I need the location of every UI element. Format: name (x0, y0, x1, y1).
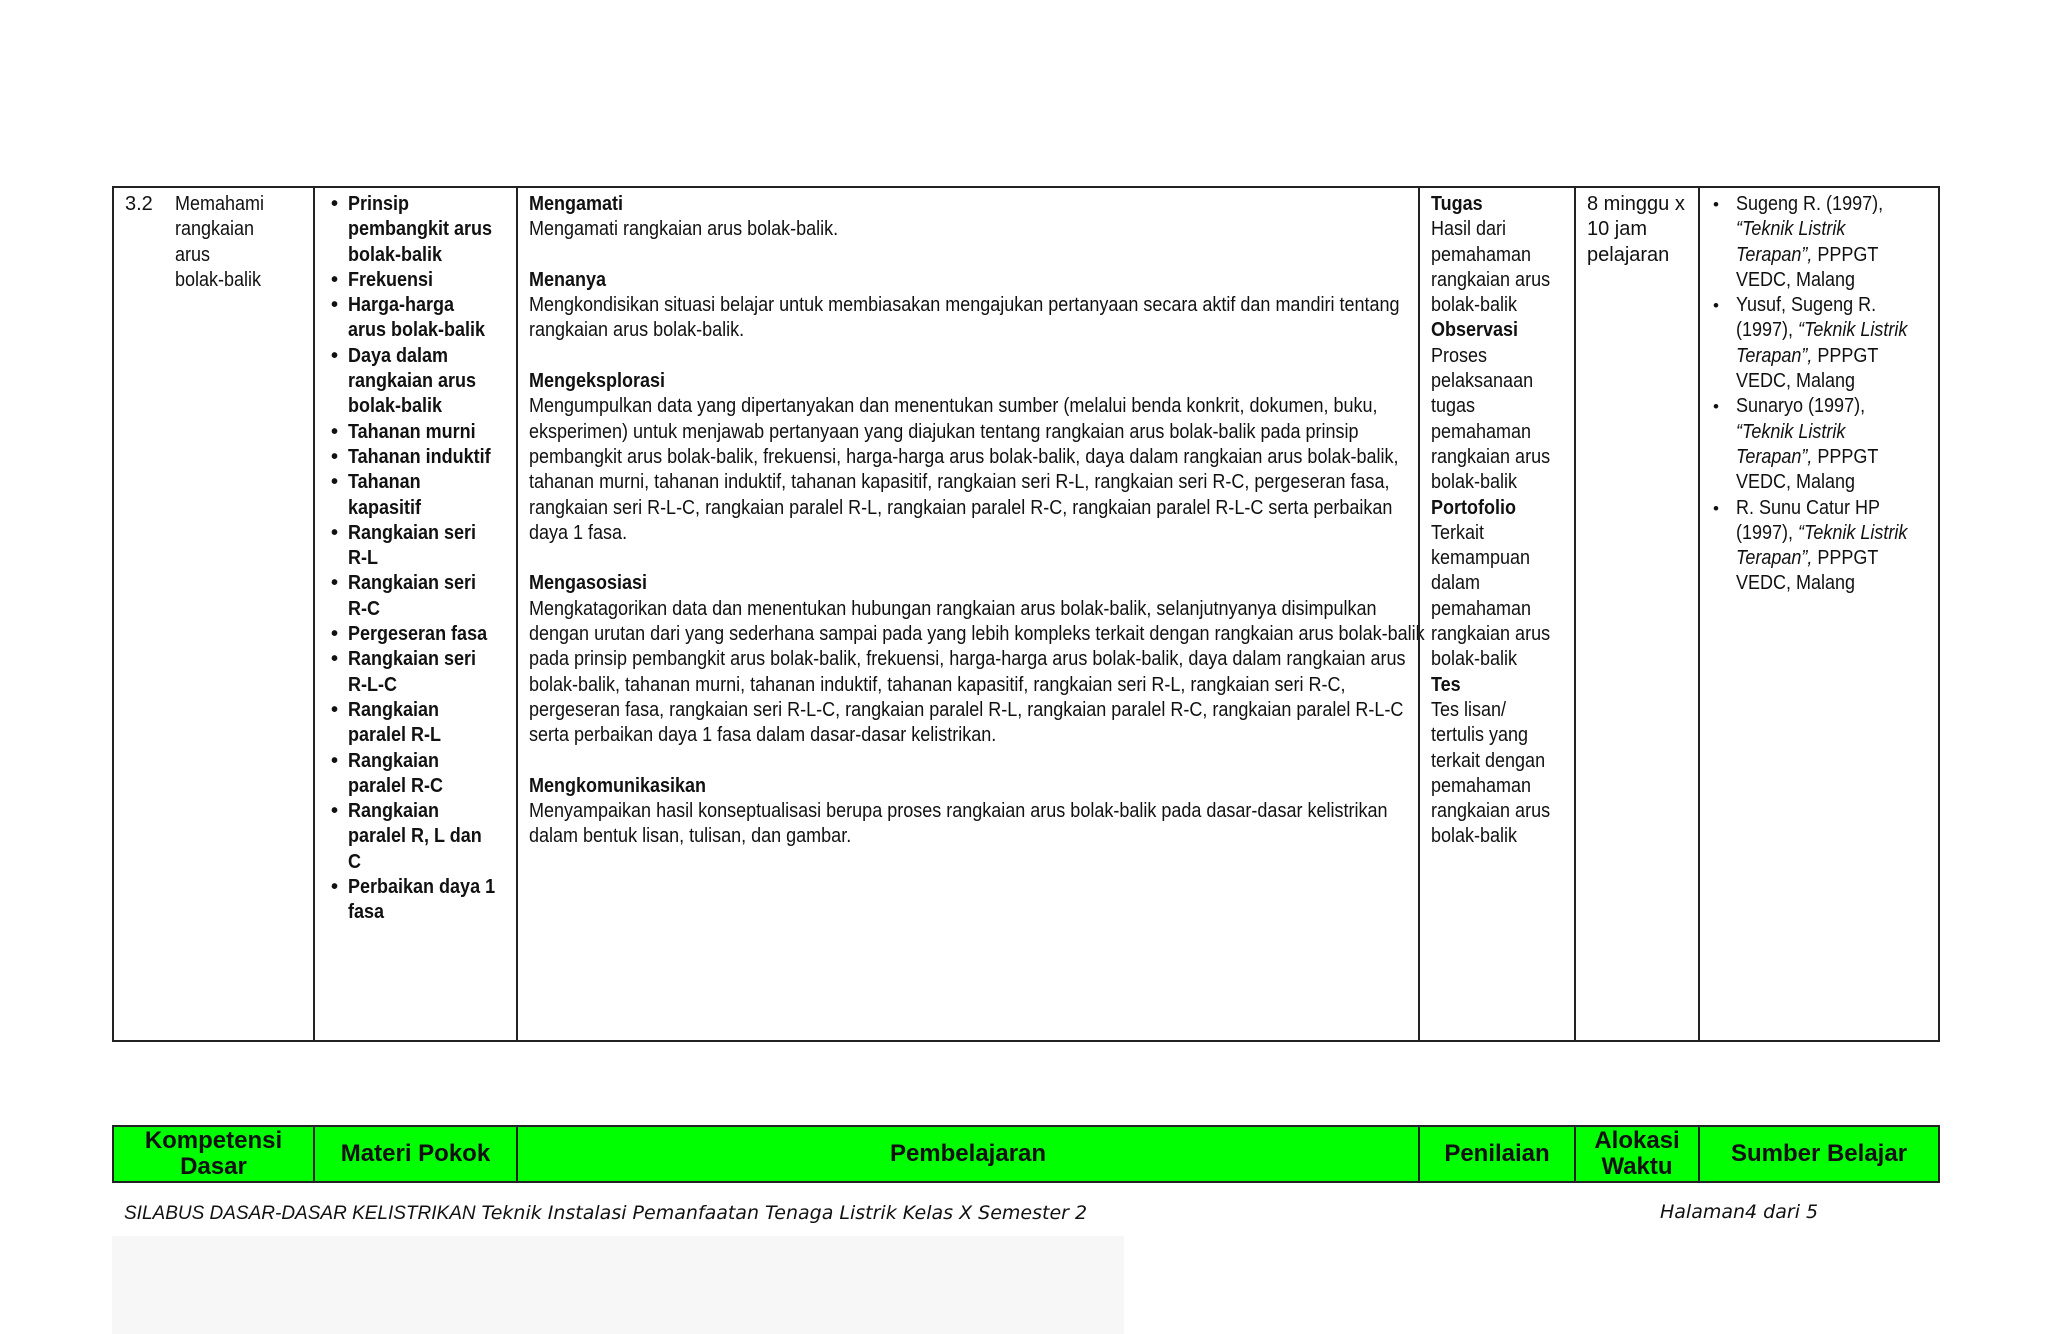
penilaian-heading (1431, 318, 1564, 343)
syllabus-table (112, 186, 1940, 1042)
penilaian-body-text: Proses pelaksanaan tugas pemahaman rangkaian arus bolak-balik (1431, 344, 1551, 494)
footer-title-rest: Teknik Instalasi Pemanfaatan Tenaga Listrik Kelas X Semester 2 (481, 1202, 1088, 1224)
sumber-item (1736, 394, 1930, 495)
materi-item-text: Daya dalam rangkaian arus bolak-balik (348, 344, 477, 418)
materi-item (331, 698, 512, 749)
sumber-publisher: PPPGT VEDC, Malang (1736, 445, 1879, 494)
kompetensi-number: 3.2 (125, 193, 153, 215)
sumber-item (1736, 192, 1930, 293)
activity-heading-text: Menanya (529, 268, 607, 291)
materi-item-text: Prinsip pembangkit arus bolak-balik (348, 193, 493, 266)
penilaian-heading-text: Observasi (1431, 319, 1519, 342)
materi-item (331, 420, 512, 445)
activity-heading (529, 369, 1408, 394)
footer-title-caps: SILABUS DASAR-DASAR KELISTRIKAN (124, 1203, 476, 1224)
activity-heading-text: Mengkomunikasikan (529, 774, 707, 797)
activity-heading (529, 774, 1408, 799)
materi-item-text: Frekuensi (348, 268, 434, 291)
penilaian-cell (1418, 188, 1574, 1040)
sumber-title: “Teknik Listrik Terapan”, (1736, 420, 1846, 468)
materi-item-text: Rangkaian paralel R-L (348, 698, 442, 747)
activity-heading (529, 571, 1408, 596)
sumber-list (1700, 188, 1938, 597)
activity-block (529, 571, 1425, 748)
sumber-title: “Teknik Listrik Terapan”, (1736, 218, 1846, 266)
activity-heading (529, 268, 1408, 293)
activity-body-text: Mengumpulkan data yang dipertanyakan dan menentukan sumber (melalui benda konkrit, dokumen, buku, eksperimen) untuk menjawab pertanyaan yang diajukan tentang rangkaian arus bolak-balik pada prinsip pembangkit arus bolak-balik, frekuensi, harga-harga arus bolak-balik, daya dalam rangkaian arus bolak-balik, tahanan murni, tahanan induktif, tahanan kapasitif, rangkaian seri R-L, rangkaian seri R-C, pergeseran fasa, rangkaian seri R-L-C, rangkaian paralel R-L, rangkaian paralel R-C, rangkaian paralel R-L-C serta perbaikan daya 1 fasa. (529, 395, 1399, 544)
sumber-item (1736, 293, 1930, 394)
materi-item (331, 749, 512, 800)
alokasi-waktu-cell (1574, 188, 1698, 1040)
activity-body (529, 293, 1429, 344)
materi-item-text: Rangkaian seri R-L-C (348, 648, 477, 696)
footer-page-number: Halaman4 dari 5 (1660, 1201, 1819, 1223)
materi-item (331, 344, 512, 420)
materi-list (315, 188, 516, 926)
activity-body-text: Menyampaikan hasil konseptualisasi berupa proses rangkaian arus bolak-balik pada dasar-dasar kelistrikan dalam bentuk lisan, tulisan, dan gambar. (529, 800, 1388, 848)
sumber-publisher: PPPGT VEDC, Malang (1736, 243, 1879, 291)
sumber-citation (1736, 394, 1916, 495)
pembelajaran-cell (516, 188, 1425, 1040)
sumber-title: “Teknik Listrik Terapan”, (1736, 521, 1908, 570)
activity-block (529, 774, 1408, 850)
activity-body-text: Mengkondisikan situasi belajar untuk membiasakan mengajukan pertanyaan secara aktif dan mandiri tentang rangkaian arus bolak-balik. (529, 294, 1400, 342)
sumber-author: Sugeng R. (1997), (1736, 193, 1884, 215)
activity-heading-text: Mengeksplorasi (529, 370, 666, 393)
penilaian-heading-text: Tes (1431, 673, 1461, 696)
activity-heading (529, 192, 1408, 217)
sumber-publisher: PPPGT VEDC, Malang (1736, 344, 1879, 393)
alokasi-text: 8 minggu x 10 jam pelajaran (1587, 193, 1685, 266)
pembelajaran-list (518, 188, 1425, 850)
materi-item (331, 875, 512, 926)
materi-item (331, 192, 512, 268)
header-pembelajaran: Pembelajaran (516, 1127, 1418, 1181)
materi-item-text: Rangkaian paralel R, L dan C (348, 800, 482, 873)
header-alokasi-waktu: Alokasi Waktu (1574, 1127, 1698, 1181)
activity-body-text: Mengamati rangkaian arus bolak-balik. (529, 218, 839, 241)
column-header-bar (112, 1125, 1940, 1183)
footer-shaded-area (112, 1236, 1124, 1334)
materi-item (331, 470, 512, 521)
activity-block (529, 192, 1408, 243)
penilaian-body-text: Hasil dari pemahaman rangkaian arus bolak-balik (1431, 218, 1551, 317)
sumber-author: Yusuf, Sugeng R. (1997), (1736, 294, 1877, 342)
penilaian-body-text: Tes lisan/ tertulis yang terkait dengan pemahaman rangkaian arus bolak-balik (1431, 698, 1551, 848)
materi-item-text: Harga-harga arus bolak-balik (348, 294, 486, 342)
activity-body (529, 217, 1429, 242)
activity-body (529, 799, 1429, 850)
activity-heading-text: Mengasosiasi (529, 572, 648, 595)
header-penilaian: Penilaian (1418, 1127, 1574, 1181)
kompetensi-text: Memahami rangkaian arus bolak-balik (175, 193, 265, 291)
materi-item (331, 268, 512, 293)
penilaian-heading (1431, 496, 1564, 521)
materi-item (331, 571, 512, 622)
kompetensi-dasar-cell (114, 188, 313, 1040)
materi-item (331, 622, 512, 647)
activity-heading-text: Mengamati (529, 193, 624, 215)
header-sumber-belajar: Sumber Belajar (1698, 1127, 1938, 1181)
penilaian-body (1431, 217, 1564, 318)
sumber-citation (1736, 293, 1916, 394)
materi-item (331, 293, 512, 344)
materi-item (331, 445, 512, 470)
materi-item (331, 799, 512, 875)
materi-item-text: Pergeseran fasa (348, 623, 488, 646)
activity-body (529, 394, 1429, 546)
materi-item-text: Tahanan murni (348, 420, 476, 443)
penilaian-heading-text: Portofolio (1431, 496, 1516, 519)
penilaian-body (1431, 344, 1564, 496)
sumber-item (1736, 496, 1930, 597)
materi-item-text: Rangkaian seri R-C (348, 572, 477, 620)
sumber-citation (1736, 496, 1916, 597)
activity-block (529, 268, 1408, 344)
activity-block (529, 369, 1408, 546)
activity-body (529, 597, 1429, 749)
header-materi-pokok: Materi Pokok (313, 1127, 516, 1181)
materi-item (331, 521, 512, 572)
footer-document-title (124, 1201, 1087, 1225)
sumber-publisher: PPPGT VEDC, Malang (1736, 547, 1879, 595)
materi-pokok-cell (313, 188, 516, 1040)
materi-item-text: Perbaikan daya 1 fasa (348, 876, 496, 924)
penilaian-body-text: Terkait kemampuan dalam pemahaman rangkaian arus bolak-balik (1431, 521, 1551, 671)
materi-item-text: Rangkaian seri R-L (348, 521, 477, 570)
sumber-author: Sunaryo (1997), (1736, 395, 1866, 418)
materi-item-text: Rangkaian paralel R-C (348, 749, 444, 797)
penilaian-heading-text: Tugas (1431, 193, 1483, 215)
penilaian-body (1431, 698, 1564, 850)
penilaian-body (1431, 521, 1564, 673)
sumber-author: R. Sunu Catur HP (1997), (1736, 496, 1880, 544)
materi-item (331, 647, 512, 698)
sumber-citation (1736, 192, 1916, 293)
penilaian-list (1420, 188, 1574, 850)
materi-item-text: Tahanan induktif (348, 445, 491, 468)
activity-body-text: Mengkatagorikan data dan menentukan hubungan rangkaian arus bolak-balik, selanjutnyanya disimpulkan dengan urutan dari yang sederhana sampai pada yang lebih kompleks terkait dengan rangkaian arus bolak-balik pada prinsip pembangkit arus bolak-balik, frekuensi, harga-harga arus bolak-balik, daya dalam rangkaian arus bolak-balik, tahanan murni, tahanan induktif, tahanan kapasitif, rangkaian seri R-L, rangkaian seri R-C, pergeseran fasa, rangkaian seri R-L-C, rangkaian paralel R-L, rangkaian paralel R-C, rangkaian paralel R-L-C serta perbaikan daya 1 fasa dalam dasar-dasar kelistrikan. (529, 597, 1425, 747)
penilaian-heading (1431, 673, 1564, 698)
sumber-belajar-cell (1698, 188, 1938, 1040)
penilaian-heading (1431, 192, 1564, 217)
sumber-title: “Teknik Listrik Terapan”, (1736, 319, 1908, 367)
materi-item-text: Tahanan kapasitif (348, 471, 422, 519)
header-kompetensi-dasar: Kompetensi Dasar (144, 1127, 283, 1180)
